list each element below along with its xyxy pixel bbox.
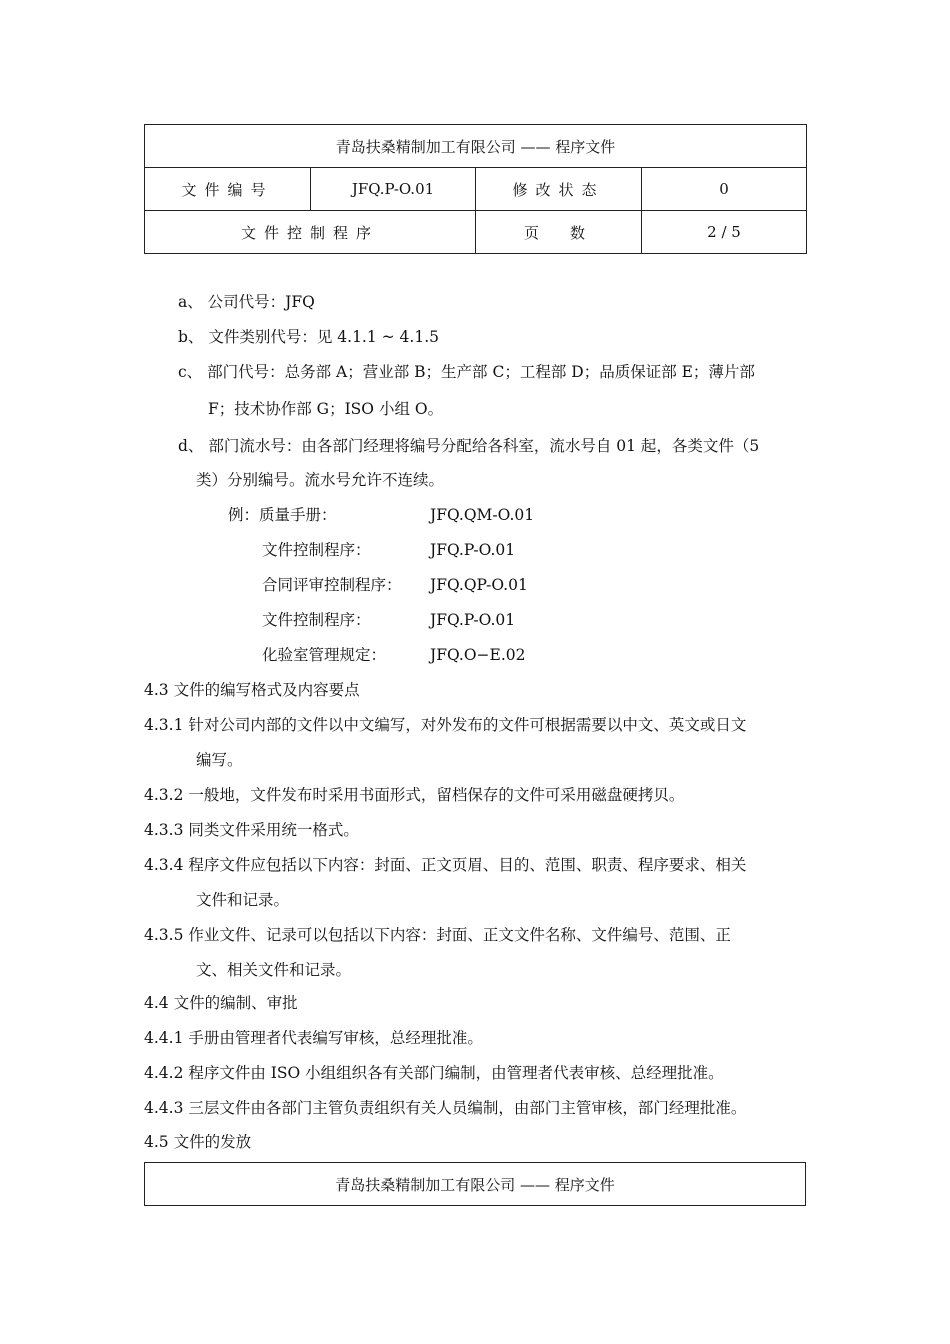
example-code: JFQ.QP-O.01 <box>430 576 528 594</box>
section-4-4: 4.4 文件的编制、审批 <box>144 994 298 1012</box>
example-name: 合同评审控制程序： <box>262 576 402 594</box>
item-b: b、 文件类别代号：见 4.1.1 ~ 4.1.5 <box>178 328 439 346</box>
pages-value: 2 / 5 <box>642 211 807 254</box>
section-4-4-2: 4.4.2 程序文件由 ISO 小组组织各有关部门编制，由管理者代表审核、总经理批准。 <box>144 1064 724 1082</box>
section-4-5: 4.5 文件的发放 <box>144 1133 252 1151</box>
item-c-line1: c、 部门代号：总务部 A；营业部 B；生产部 C；工程部 D；品质保证部 E；薄片部 <box>178 363 755 381</box>
item-c-line2: F；技术协作部 G；ISO 小组 O。 <box>208 400 444 418</box>
example-name: 例：质量手册： <box>228 506 337 524</box>
revision-value: 0 <box>642 168 807 211</box>
item-d-line2: 类）分别编号。流水号允许不连续。 <box>196 471 445 489</box>
section-4-3-5-line2: 文、相关文件和记录。 <box>196 961 352 979</box>
section-4-3-5-line1: 4.3.5 作业文件、记录可以包括以下内容：封面、正文文件名称、文件编号、范围、正 <box>144 926 731 944</box>
example-code: JFQ.O−E.02 <box>430 646 526 664</box>
item-a: a、 公司代号：JFQ <box>178 293 315 311</box>
example-name: 文件控制程序： <box>262 541 371 559</box>
example-name: 化验室管理规定： <box>262 646 387 664</box>
doc-no-label: 文件编号 <box>145 168 311 211</box>
section-4-3-4-line1: 4.3.4 程序文件应包括以下内容：封面、正文页眉、目的、范围、职责、程序要求、相关 <box>144 856 747 874</box>
item-d-line1: d、 部门流水号：由各部门经理将编号分配给各科室，流水号自 01 起，各类文件（5 <box>178 437 760 455</box>
next-page-header-table <box>144 1162 806 1206</box>
section-4-3-4-line2: 文件和记录。 <box>196 891 290 909</box>
header-table <box>144 124 807 254</box>
doc-no-value: JFQ.P-O.01 <box>311 168 476 211</box>
section-4-3: 4.3 文件的编写格式及内容要点 <box>144 681 360 699</box>
section-4-3-2: 4.3.2 一般地，文件发布时采用书面形式，留档保存的文件可采用磁盘硬拷贝。 <box>144 786 685 804</box>
section-4-3-1-line2: 编写。 <box>196 751 243 769</box>
example-code: JFQ.P-O.01 <box>430 541 516 559</box>
example-name: 文件控制程序： <box>262 611 371 629</box>
next-page-header-title: 青岛扶桑精制加工有限公司 —— 程序文件 <box>145 1163 806 1206</box>
pages-label: 页 数 <box>476 211 642 254</box>
section-4-4-1: 4.4.1 手册由管理者代表编写审核，总经理批准。 <box>144 1029 483 1047</box>
section-4-3-3: 4.3.3 同类文件采用统一格式。 <box>144 821 359 839</box>
header-title: 青岛扶桑精制加工有限公司 —— 程序文件 <box>145 125 807 168</box>
revision-label: 修改状态 <box>476 168 642 211</box>
section-4-3-1-line1: 4.3.1 针对公司内部的文件以中文编写，对外发布的文件可根据需要以中文、英文或日文 <box>144 716 747 734</box>
section-4-4-3: 4.4.3 三层文件由各部门主管负责组织有关人员编制，由部门主管审核，部门经理批准。 <box>144 1099 747 1117</box>
example-code: JFQ.P-O.01 <box>430 611 516 629</box>
doc-name: 文件控制程序 <box>145 211 476 254</box>
example-code: JFQ.QM-O.01 <box>430 506 535 524</box>
